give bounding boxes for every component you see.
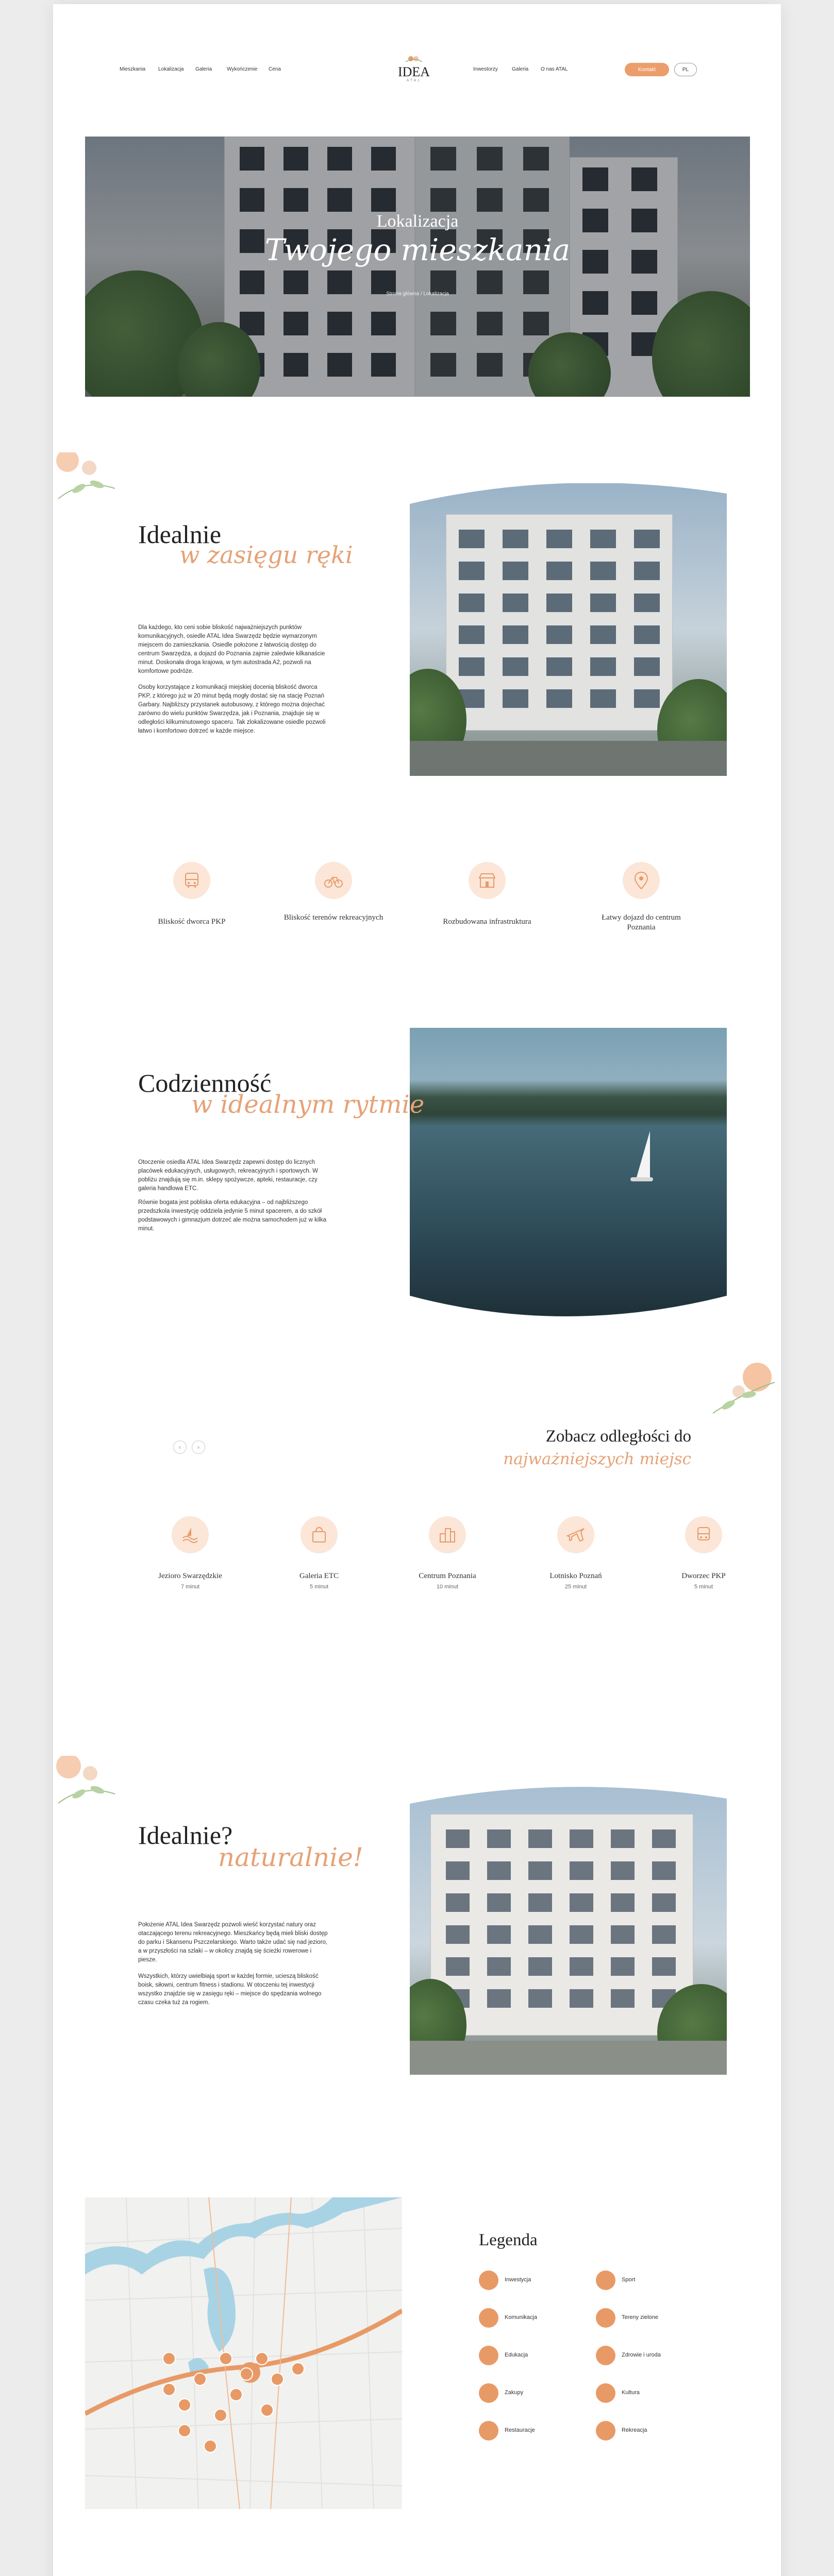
map-pin-icon[interactable]	[204, 2439, 217, 2453]
section2-paragraph-1: Otoczenie osiedla ATAL Idea Swarzędz zapewni dostęp do licznych placówek edukacyjnych, usługowych, rekreacyjnych i sportowych. W pobliżu znajdują się m.in. sklepy spożywcze, apteki, restauracje, czy galeria handlowa ETC.	[138, 1159, 318, 1192]
distance-item-5	[652, 1571, 755, 1592]
feature-shop-icon	[469, 862, 506, 899]
legend-label-3: Komunikacja	[505, 2314, 537, 2320]
map-pin-icon[interactable]	[162, 2383, 176, 2396]
location-map[interactable]	[85, 2197, 402, 2509]
nav-link-4[interactable]: Wykończenie	[227, 66, 258, 72]
map-pin-icon[interactable]	[178, 2398, 191, 2412]
building-photo-1	[410, 483, 727, 776]
map-pin-icon[interactable]	[219, 2352, 232, 2365]
map-pin-icon[interactable]	[255, 2352, 269, 2365]
section1-subtitle: w zasięgu ręki	[179, 541, 353, 569]
language-button[interactable]: PL	[674, 63, 697, 76]
distance-time-3: 10 minut	[436, 1584, 459, 1590]
logo-flower-icon	[404, 55, 424, 63]
nav-link-8[interactable]: O nas ATAL	[541, 66, 568, 72]
map-pin-icon[interactable]	[178, 2424, 191, 2437]
hero-title-1: Lokalizacja	[376, 212, 459, 231]
lake-photo	[410, 1028, 727, 1316]
section3-paragraph-2: Wszystkich, którzy uwielbiają sport w każdej formie, ucieszą bliskość boisk, siłowni, centrum fitness i stadionu. W otoczeniu tej inwestycji wszystko znajdzie się w zasięgu ręki – miejsce do spędzania wolnego czasu czeka tuż za rogiem.	[138, 1973, 322, 2006]
section2-title: Codzienność	[138, 1069, 272, 1097]
distance-city-icon	[429, 1516, 466, 1553]
distance-item-2	[268, 1571, 371, 1592]
contact-button[interactable]: Kontakt	[625, 63, 669, 76]
nav-link-6[interactable]: Inwestorzy	[473, 66, 498, 72]
legend-label-2: Sport	[622, 2277, 636, 2283]
distance-time-4: 25 minut	[564, 1584, 587, 1590]
feature-label-1: Bliskość dworca PKP	[158, 918, 226, 926]
logo-text: IDEA	[397, 64, 430, 79]
distance-train-icon	[685, 1516, 722, 1553]
legend-icon-5	[479, 2346, 498, 2365]
legend-icon-3	[479, 2308, 498, 2328]
legend-icon-7	[479, 2383, 498, 2403]
hero-title-2: Twojego mieszkania	[264, 232, 571, 267]
nav-link-5[interactable]: Cena	[269, 66, 281, 72]
distance-shopping-icon	[301, 1516, 338, 1553]
legend-icon-9	[479, 2421, 498, 2441]
distance-item-3	[396, 1571, 499, 1592]
legend-label-7: Zakupy	[505, 2389, 524, 2396]
distance-lake-icon	[172, 1516, 209, 1553]
legend-icon-1	[479, 2270, 498, 2290]
map-pin-icon[interactable]	[240, 2367, 253, 2381]
distance-item-4	[524, 1571, 627, 1592]
map-pin-icon[interactable]	[291, 2362, 305, 2376]
legend-label-5: Edukacja	[505, 2352, 528, 2358]
feature-train-icon	[173, 862, 210, 899]
legend-label-6: Zdrowie i uroda	[622, 2352, 661, 2358]
nav-link-3[interactable]: Galeria	[195, 66, 212, 72]
leaf-decoration-1	[53, 452, 120, 512]
building-photo-2	[410, 1783, 727, 2075]
map-pin-icon[interactable]	[214, 2409, 227, 2422]
distance-name-4: Lotnisko Poznań	[549, 1572, 602, 1580]
slider-next-button[interactable]: ›	[192, 1440, 205, 1454]
section3-paragraph-1: Położenie ATAL Idea Swarzędz pozwoli wieść korzystać natury oraz otaczającego terenu rekreacyjnego. Mieszkańcy będą mieli bliski dostęp do parku i Skansenu Pszczelarskiego. Warto także udać się nad jezioro, a w przyszłości na szlaki – w okolicy znajdą się ścieżki rowerowe i piesze.	[138, 1922, 328, 1963]
feature-bike-icon	[315, 862, 352, 899]
slider-prev-button[interactable]: ‹	[173, 1440, 187, 1454]
distance-time-5: 5 minut	[694, 1584, 713, 1590]
map-pin-icon[interactable]	[260, 2403, 274, 2417]
distance-item-1	[139, 1571, 242, 1592]
map-pin-icon[interactable]	[162, 2352, 176, 2365]
header-logo[interactable]	[393, 55, 435, 86]
distance-name-2: Galeria ETC	[299, 1572, 339, 1580]
feature-map-pin-icon	[623, 862, 660, 899]
nav-link-2[interactable]: Lokalizacja	[158, 66, 184, 72]
distance-name-3: Centrum Poznania	[419, 1572, 476, 1580]
hero-banner	[85, 137, 750, 397]
distances-title: Zobacz odległości do	[545, 1427, 691, 1446]
map-pin-icon[interactable]	[229, 2388, 243, 2401]
legend-label-4: Tereny zielone	[622, 2314, 658, 2320]
distance-time-2: 5 minut	[309, 1584, 329, 1590]
section3-title: Idealnie?	[138, 1821, 233, 1850]
map-pin-icon[interactable]	[193, 2372, 207, 2386]
legend-icon-4	[596, 2308, 615, 2328]
distances-subtitle: najważniejszych miejsc	[503, 1450, 691, 1468]
legend-label-10: Rekreacja	[622, 2427, 647, 2433]
legend-label-1: Inwestycja	[505, 2277, 531, 2283]
legend-icon-10	[596, 2421, 615, 2441]
section1-title: Idealnie	[138, 520, 222, 549]
distance-name-5: Dworzec PKP	[681, 1572, 726, 1580]
section3-subtitle: naturalnie!	[218, 1842, 363, 1872]
section1-paragraph-1: Dla każdego, kto ceni sobie bliskość najważniejszych punktów komunikacyjnych, osiedle ATAL Idea Swarzędz będzie wymarzonym miejscem do zamieszkania. Osiedle położone z łatwością dostęp do centrum Swarzędza, a dojazd do Poznania zajmie zaledwie kilkanaście minut. Doskonała droga krajowa, w tym autostrada A2, pozwoli na komfortowe podróże.	[138, 624, 325, 674]
legend-label-9: Restauracje	[505, 2427, 535, 2433]
hero-breadcrumb[interactable]: Strona główna / Lokalizacja	[386, 291, 449, 297]
legend-title: Legenda	[479, 2231, 538, 2249]
leaf-decoration-3	[53, 1756, 120, 1815]
legend-icon-8	[596, 2383, 615, 2403]
section1-paragraph-2: Osoby korzystające z komunikacji miejskiej docenią bliskość dworca PKP, z którego już w 20 minut będą mogły dostać się na stację Poznań Garbary. Najbliższy przystanek autobusowy, z którego można dojechać zarówno do wielu punktów Swarzędza, jak i Poznania, znajduje się w odległości kilkuminutowego spaceru. Tak zlokalizowane osiedle pozwoli łatwo i komfortowo dotrzeć w każde miejsce.	[138, 684, 326, 734]
feature-label-4: Łatwy dojazd do centrum Poznania	[602, 913, 681, 931]
section2-paragraph-2: Równie bogata jest pobliska oferta edukacyjna – od najbliższego przedszkola inwestycję oddziela jedynie 5 minut spacerem, a do szkół podstawowych i gimnazjum dotrzeć ale można samochodem już w kilka minut.	[138, 1199, 326, 1232]
legend-label-8: Kultura	[622, 2389, 640, 2396]
nav-link-1[interactable]: Mieszkania	[120, 66, 146, 72]
leaf-decoration-2	[708, 1362, 781, 1421]
nav-link-7[interactable]: Galeria	[512, 66, 529, 72]
legend-icon-2	[596, 2270, 615, 2290]
feature-label-3: Rozbudowana infrastruktura	[443, 918, 531, 926]
page	[53, 4, 781, 2576]
logo-sub: ATAL	[406, 79, 422, 82]
legend-icon-6	[596, 2346, 615, 2365]
distance-name-1: Jezioro Swarzędzkie	[158, 1572, 222, 1580]
map-pin-icon[interactable]	[271, 2372, 284, 2386]
feature-label-2: Bliskość terenów rekreacyjnych	[283, 913, 383, 922]
distance-time-1: 7 minut	[180, 1584, 200, 1590]
section2-subtitle: w idealnym rytmie	[191, 1090, 425, 1119]
distance-plane-icon	[557, 1516, 594, 1553]
